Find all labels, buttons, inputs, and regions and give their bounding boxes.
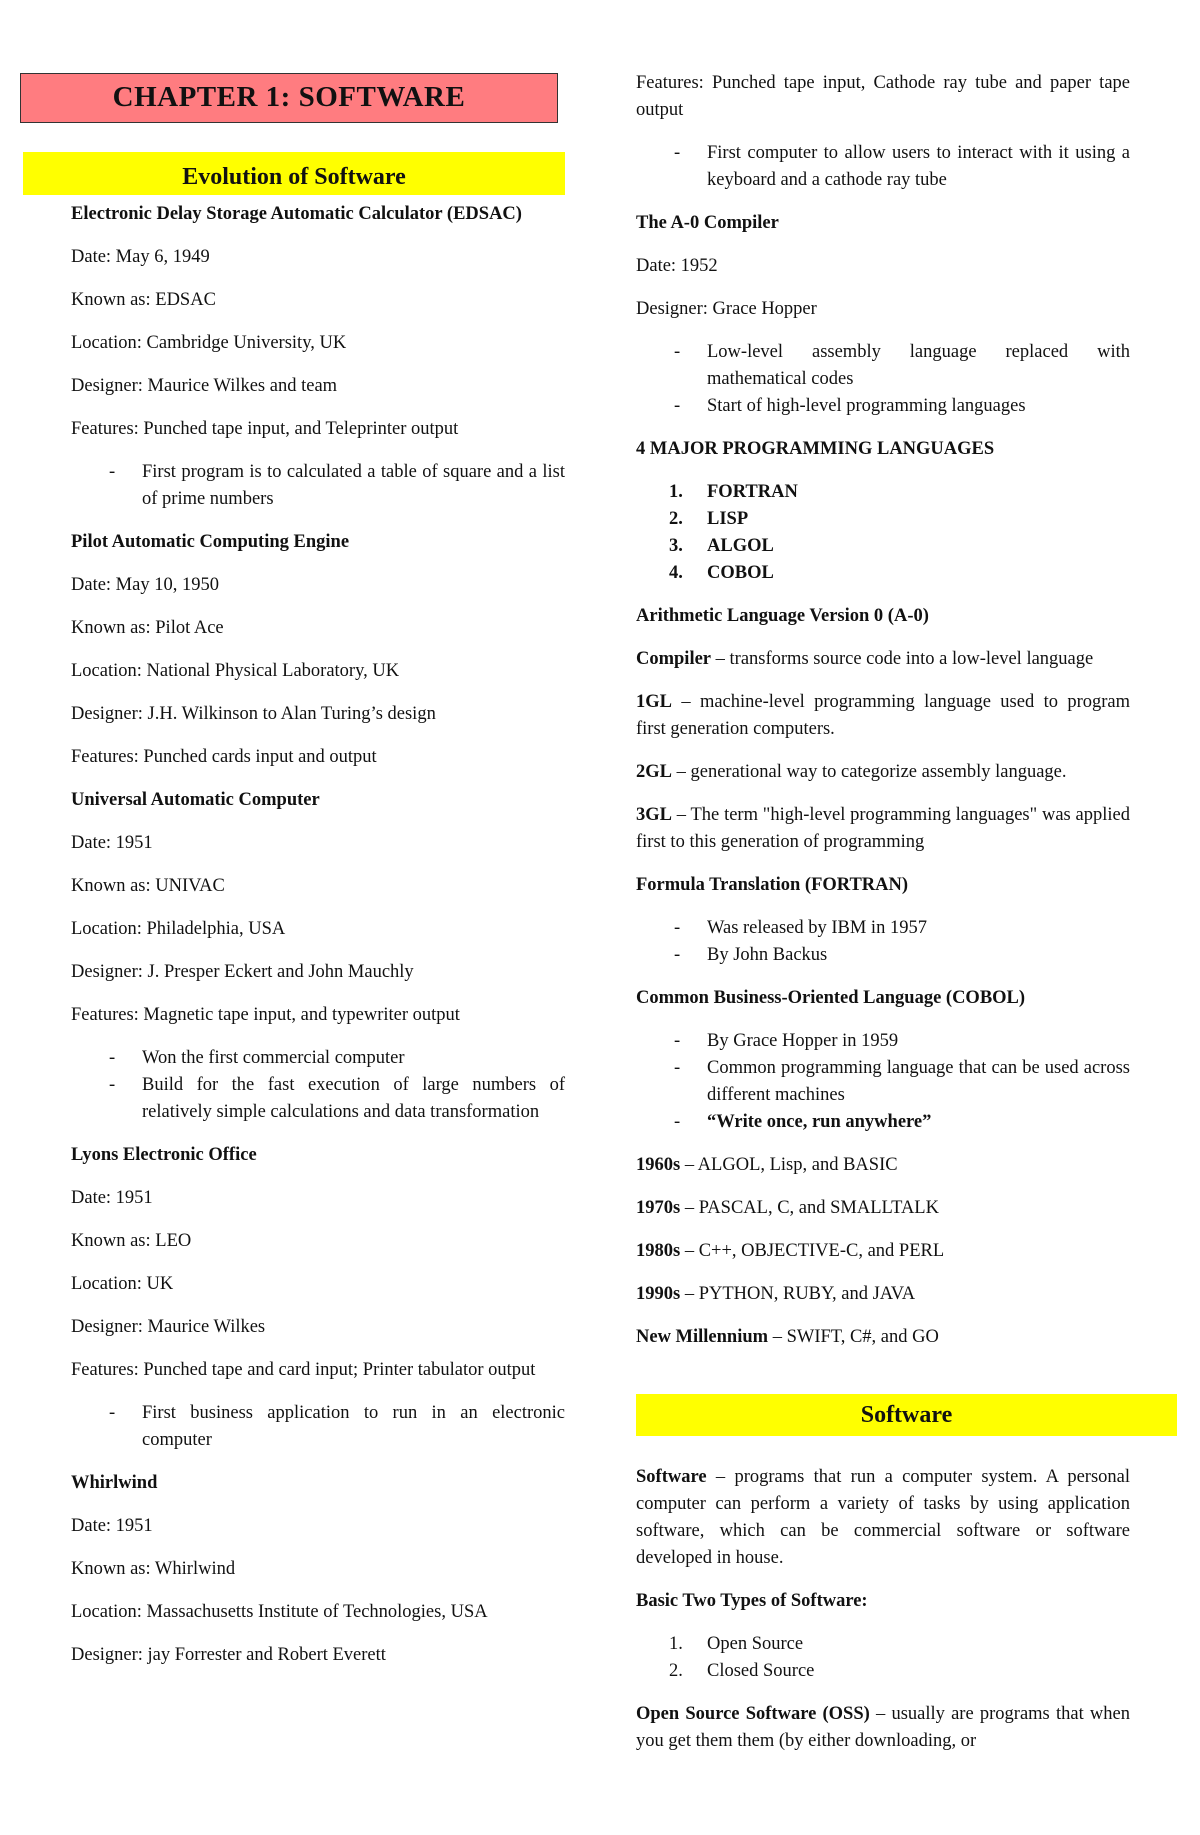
paragraph	[71, 572, 565, 599]
heading-text: Formula Translation (FORTRAN)	[636, 875, 909, 895]
paragraph-text: Features: Punched tape and card input; Printer tabulator output	[71, 1360, 536, 1380]
numbered-item	[636, 533, 1130, 560]
heading	[636, 436, 1130, 463]
heading	[636, 603, 1130, 630]
right-column	[636, 70, 1130, 1367]
heading-text: Common Business-Oriented Language (COBOL)	[636, 988, 1026, 1008]
bullet-text: Common programming language that can be used across different machines	[707, 1058, 1130, 1105]
heading-text: Lyons Electronic Office	[71, 1145, 257, 1165]
paragraph-text: Date: 1951	[71, 1188, 153, 1208]
bullet-item	[636, 915, 1130, 942]
paragraph-text: Designer: J.H. Wilkinson to Alan Turing’s design	[71, 704, 436, 724]
section-heading-software: Software	[636, 1394, 1177, 1436]
paragraph-text: Designer: Maurice Wilkes and team	[71, 376, 338, 396]
bullet-text: Low-level assembly language replaced with mathematical codes	[707, 342, 1130, 389]
paragraph	[636, 1464, 1130, 1572]
paragraph	[71, 1642, 565, 1669]
paragraph-text: Designer: Maurice Wilkes	[71, 1317, 266, 1337]
paragraph-text: Features: Punched tape input, and Teleprinter output	[71, 419, 459, 439]
bullet-text: First computer to allow users to interact with it using a keyboard and a cathode ray tube	[707, 143, 1130, 190]
bullet-list	[71, 459, 565, 513]
item-number: 4.	[669, 563, 683, 583]
paragraph-text: Features: Magnetic tape input, and typewriter output	[71, 1005, 460, 1025]
paragraph	[636, 253, 1130, 280]
bullet-item	[636, 140, 1130, 194]
paragraph-text: Date: 1951	[71, 833, 153, 853]
heading	[71, 787, 565, 814]
paragraph	[71, 1271, 565, 1298]
dash-bullet-icon: -	[674, 1031, 681, 1051]
paragraph-text: Designer: Grace Hopper	[636, 299, 817, 319]
item-number: 1.	[669, 482, 683, 502]
bullet-item	[636, 1109, 1130, 1136]
item-text: LISP	[707, 509, 749, 529]
item-text: FORTRAN	[707, 482, 798, 502]
heading-text: The A-0 Compiler	[636, 213, 779, 233]
bullet-text: Start of high-level programming languages	[707, 396, 1026, 416]
term: 2GL	[636, 762, 672, 782]
paragraph	[636, 70, 1130, 124]
heading-text: Pilot Automatic Computing Engine	[71, 532, 350, 552]
bullet-text: Was released by IBM in 1957	[707, 918, 927, 938]
heading	[636, 1588, 1130, 1615]
bullet-text: Build for the fast execution of large numbers of relatively simple calculations and data transformation	[142, 1075, 565, 1122]
dash-bullet-icon: -	[109, 1403, 116, 1423]
heading	[636, 210, 1130, 237]
item-number: 3.	[669, 536, 683, 556]
bullet-list	[71, 1400, 565, 1454]
paragraph-text: Location: Cambridge University, UK	[71, 333, 347, 353]
paragraph-text: – The term "high-level programming languages" was applied first to this generation of programming	[636, 805, 1130, 852]
dash-bullet-icon: -	[109, 1075, 116, 1095]
paragraph-text: Known as: EDSAC	[71, 290, 216, 310]
numbered-item	[636, 479, 1130, 506]
paragraph	[636, 1281, 1130, 1308]
paragraph	[636, 1195, 1130, 1222]
paragraph-text: Features: Punched cards input and output	[71, 747, 377, 767]
term: 1960s	[636, 1155, 681, 1175]
paragraph	[636, 759, 1130, 786]
bullet-item	[71, 1072, 565, 1126]
term: 1GL	[636, 692, 672, 712]
heading-text: Universal Automatic Computer	[71, 790, 320, 810]
paragraph-text: – machine-level programming language used to program first generation computers.	[636, 692, 1130, 739]
term: 1970s	[636, 1198, 681, 1218]
item-text: Closed Source	[707, 1661, 815, 1681]
paragraph	[71, 1513, 565, 1540]
dash-bullet-icon: -	[674, 918, 681, 938]
paragraph-text: Location: UK	[71, 1274, 174, 1294]
paragraph	[71, 330, 565, 357]
paragraph	[71, 244, 565, 271]
paragraph	[636, 1324, 1130, 1351]
paragraph	[71, 1357, 565, 1384]
item-number: 1.	[669, 1634, 683, 1654]
heading	[636, 985, 1130, 1012]
bullet-item	[636, 942, 1130, 969]
bullet-text: “Write once, run anywhere”	[707, 1112, 932, 1132]
paragraph	[71, 1314, 565, 1341]
bullet-item	[71, 1045, 565, 1072]
dash-bullet-icon: -	[109, 1048, 116, 1068]
paragraph	[71, 744, 565, 771]
term: 1990s	[636, 1284, 681, 1304]
paragraph-text: – transforms source code into a low-level language	[711, 649, 1094, 669]
paragraph-text: – PASCAL, C, and SMALLTALK	[680, 1198, 939, 1218]
bullet-item	[71, 1400, 565, 1454]
numbered-item	[636, 560, 1130, 587]
term: 3GL	[636, 805, 672, 825]
bullet-item	[636, 1055, 1130, 1109]
paragraph-text: Date: 1952	[636, 256, 718, 276]
term: 1980s	[636, 1241, 681, 1261]
paragraph	[71, 373, 565, 400]
heading	[71, 1142, 565, 1169]
dash-bullet-icon: -	[674, 342, 681, 362]
bullet-text: First program is to calculated a table of square and a list of prime numbers	[142, 462, 565, 509]
paragraph	[71, 701, 565, 728]
bullet-text: Won the first commercial computer	[142, 1048, 405, 1068]
numbered-list	[636, 479, 1130, 587]
bullet-item	[71, 459, 565, 513]
dash-bullet-icon: -	[674, 396, 681, 416]
paragraph-text: Known as: Pilot Ace	[71, 618, 224, 638]
paragraph	[71, 873, 565, 900]
bullet-list	[636, 140, 1130, 194]
paragraph-text: Location: Philadelphia, USA	[71, 919, 286, 939]
heading-text: Basic Two Types of Software:	[636, 1591, 868, 1611]
item-number: 2.	[669, 509, 683, 529]
term: Compiler	[636, 649, 712, 669]
paragraph-text: Date: May 10, 1950	[71, 575, 219, 595]
left-column	[71, 201, 565, 1685]
bullet-item	[636, 1028, 1130, 1055]
bullet-text: By Grace Hopper in 1959	[707, 1031, 899, 1051]
bullet-item	[636, 339, 1130, 393]
bullet-item	[636, 393, 1130, 420]
paragraph	[71, 1599, 565, 1626]
term: New Millennium	[636, 1327, 769, 1347]
paragraph-text: Location: Massachusetts Institute of Technologies, USA	[71, 1602, 488, 1622]
paragraph-text: Known as: Whirlwind	[71, 1559, 236, 1579]
dash-bullet-icon: -	[109, 462, 116, 482]
paragraph-text: Features: Punched tape input, Cathode ray tube and paper tape output	[636, 73, 1130, 120]
paragraph	[71, 615, 565, 642]
paragraph-text: – programs that run a computer system. A personal computer can perform a variety of tasks by using application software, which can be commercial software or software developed in house.	[636, 1467, 1130, 1568]
item-number: 2.	[669, 1661, 683, 1681]
bullet-list	[636, 915, 1130, 969]
paragraph-text: Date: 1951	[71, 1516, 153, 1536]
chapter-title: CHAPTER 1: SOFTWARE	[20, 73, 558, 123]
paragraph	[71, 830, 565, 857]
term: Software	[636, 1467, 707, 1487]
paragraph-text: Date: May 6, 1949	[71, 247, 210, 267]
paragraph-text: – generational way to categorize assembly language.	[671, 762, 1067, 782]
bullet-text: First business application to run in an electronic computer	[142, 1403, 565, 1450]
paragraph	[636, 1701, 1130, 1755]
heading-text: Arithmetic Language Version 0 (A-0)	[636, 606, 929, 626]
item-text: Open Source	[707, 1634, 804, 1654]
paragraph	[71, 1556, 565, 1583]
paragraph-text: – SWIFT, C#, and GO	[768, 1327, 939, 1347]
paragraph-text: Known as: UNIVAC	[71, 876, 225, 896]
dash-bullet-icon: -	[674, 1112, 681, 1132]
paragraph-text: Location: National Physical Laboratory, UK	[71, 661, 400, 681]
paragraph-text: – C++, OBJECTIVE-C, and PERL	[680, 1241, 945, 1261]
paragraph	[636, 646, 1130, 673]
heading	[71, 201, 565, 228]
heading	[636, 872, 1130, 899]
paragraph-text: Known as: LEO	[71, 1231, 192, 1251]
paragraph	[71, 1002, 565, 1029]
paragraph	[71, 287, 565, 314]
paragraph-text: Designer: jay Forrester and Robert Everett	[71, 1645, 386, 1665]
software-section	[636, 1464, 1130, 1771]
bullet-list	[636, 339, 1130, 420]
dash-bullet-icon: -	[674, 945, 681, 965]
paragraph-text: Designer: J. Presper Eckert and John Mauchly	[71, 962, 414, 982]
bullet-list	[71, 1045, 565, 1126]
paragraph	[71, 658, 565, 685]
bullet-list	[636, 1028, 1130, 1136]
numbered-list	[636, 1631, 1130, 1685]
numbered-item	[636, 1631, 1130, 1658]
paragraph	[636, 802, 1130, 856]
paragraph	[71, 1228, 565, 1255]
numbered-item	[636, 1658, 1130, 1685]
paragraph	[636, 689, 1130, 743]
heading	[71, 1470, 565, 1497]
paragraph-text: – ALGOL, Lisp, and BASIC	[680, 1155, 898, 1175]
bullet-text: By John Backus	[707, 945, 828, 965]
heading	[71, 529, 565, 556]
paragraph	[71, 416, 565, 443]
item-text: COBOL	[707, 563, 774, 583]
term: Open Source Software (OSS)	[636, 1704, 870, 1724]
paragraph-text: – PYTHON, RUBY, and JAVA	[680, 1284, 916, 1304]
dash-bullet-icon: -	[674, 143, 681, 163]
heading-text: 4 MAJOR PROGRAMMING LANGUAGES	[636, 439, 995, 459]
paragraph	[636, 1152, 1130, 1179]
heading-text: Electronic Delay Storage Automatic Calculator (EDSAC)	[71, 204, 522, 224]
paragraph	[636, 296, 1130, 323]
paragraph-text: – usually are programs that when you get them them (by either downloading, or	[636, 1704, 1130, 1751]
section-heading-evolution: Evolution of Software	[23, 152, 565, 195]
paragraph	[71, 959, 565, 986]
paragraph	[636, 1238, 1130, 1265]
heading-text: Whirlwind	[71, 1473, 158, 1493]
paragraph	[71, 916, 565, 943]
item-text: ALGOL	[707, 536, 774, 556]
dash-bullet-icon: -	[674, 1058, 681, 1078]
numbered-item	[636, 506, 1130, 533]
paragraph	[71, 1185, 565, 1212]
